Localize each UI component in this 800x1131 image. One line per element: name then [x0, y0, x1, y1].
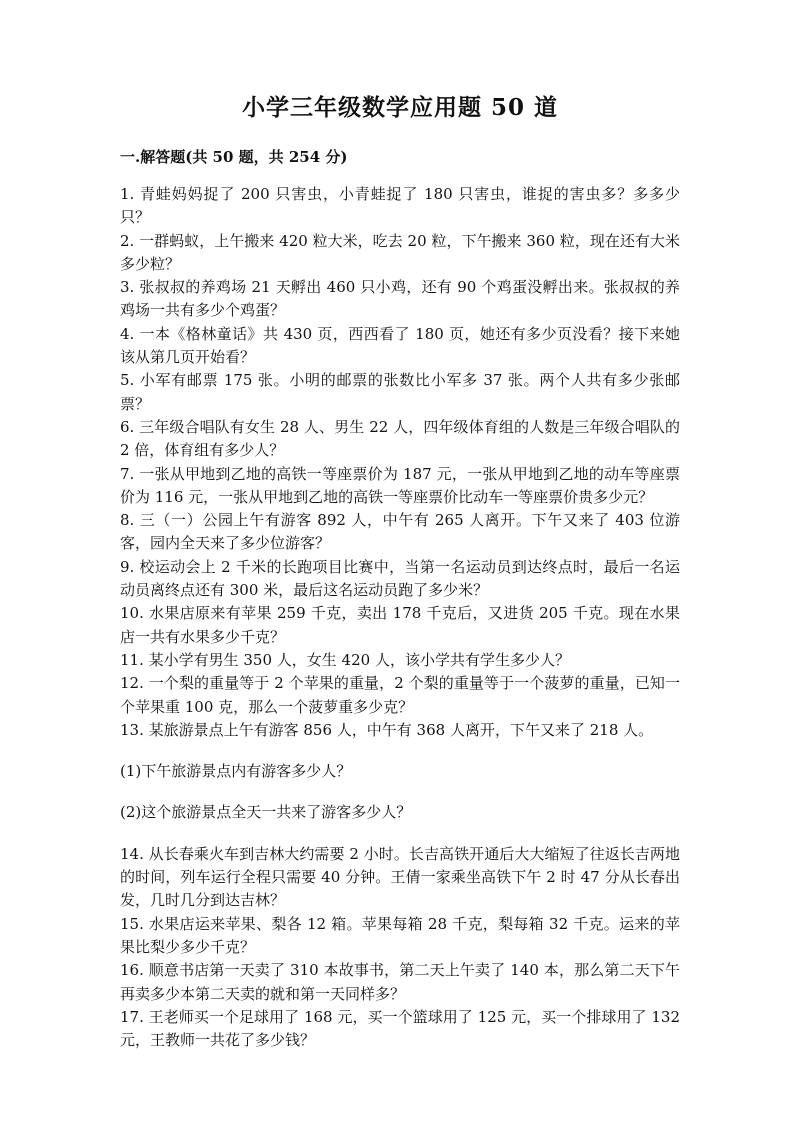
question-list [120, 183, 680, 1052]
question-11: 11. 某小学有男生 350 人，女生 420 人，该小学共有学生多少人？ [120, 650, 570, 669]
question-1: 1. 青蛙妈妈捉了 200 只害虫，小青蛙捉了 180 只害虫，谁捉的害虫多？多多少只？ [120, 185, 680, 227]
question-9: 9. 校运动会上 2 千米的长跑项目比赛中，当第一名运动员到达终点时，最后一名运动员离终点还有 300 米，最后这名运动员跑了多少米？ [120, 557, 680, 600]
question-13: 13. 某旅游景点上午有游客 856 人，中午有 368 人离开，下午又来了 218 人。 [120, 720, 654, 739]
page-title: 小学三年级数学应用题 50 道 [241, 94, 559, 121]
question-7: 7. 一张从甲地到乙地的高铁一等座票价为 187 元，一张从甲地到乙地的动车等座票价为 116 元，一张从甲地到乙地的高铁一等座票价比动车一等座票价贵多少元？ [120, 464, 680, 506]
question-3: 3. 张叔叔的养鸡场 21 天孵出 460 只小鸡，还有 90 个鸡蛋没孵出来。张叔叔的养鸡场一共有多少个鸡蛋？ [120, 278, 680, 320]
question-6: 6. 三年级合唱队有女生 28 人、男生 22 人，四年级体育组的人数是三年级合唱队的 2 倍，体育组有多少人？ [120, 417, 680, 460]
question-17: 17. 王老师买一个足球用了 168 元，买一个篮球用了 125 元，买一个排球用了 132 元，王教师一共花了多少钱？ [120, 1007, 680, 1050]
question-16: 16. 顺意书店第一天卖了 310 本故事书，第二天上午卖了 140 本，那么第二天下午再卖多少本第二天卖的就和第一天同样多？ [120, 961, 680, 1003]
question-13-part-1: (1)下午旅游景点内有游客多少人？ [120, 762, 352, 781]
question-13-part-2: (2)这个旅游景点全天一共来了游客多少人？ [120, 803, 412, 822]
question-5: 5. 小军有邮票 175 张。小明的邮票的张数比小军多 37 张。两个人共有多少张邮票？ [120, 371, 680, 413]
question-8: 8. 三（一）公园上午有游客 892 人，中午有 265 人离开。下午又来了 403 位游客，园内全天来了多少位游客？ [120, 511, 680, 553]
question-15: 15. 水果店运来苹果、梨各 12 箱。苹果每箱 28 千克，梨每箱 32 千克。运来的苹果比梨少多少千克？ [120, 914, 680, 956]
question-10: 10. 水果店原来有苹果 259 千克，卖出 178 千克后，又进货 205 千克。现在水果店一共有水果多少千克？ [120, 604, 680, 646]
question-12: 12. 一个梨的重量等于 2 个苹果的重量，2 个梨的重量等于一个菠萝的重量，已知一个苹果重 100 克，那么一个菠萝重多少克？ [120, 674, 680, 716]
question-14: 14. 从长春乘火车到吉林大约需要 2 小时。长吉高铁开通后大大缩短了往返长吉两地的时间，列车运行全程只需要 40 分钟。王倩一家乘坐高铁下午 2 时 47 分从长春出发，几时几分到达吉林？ [120, 844, 680, 910]
question-2: 2. 一群蚂蚁，上午搬来 420 粒大米，吃去 20 粒，下午搬来 360 粒，现在还有大米多少粒？ [120, 231, 680, 273]
question-4: 4. 一本《格林童话》共 430 页，西西看了 180 页，她还有多少页没看？接下来她该从第几页开始看？ [120, 324, 680, 367]
section-heading: 一.解答题(共 50 题，共 254 分) [120, 148, 348, 166]
